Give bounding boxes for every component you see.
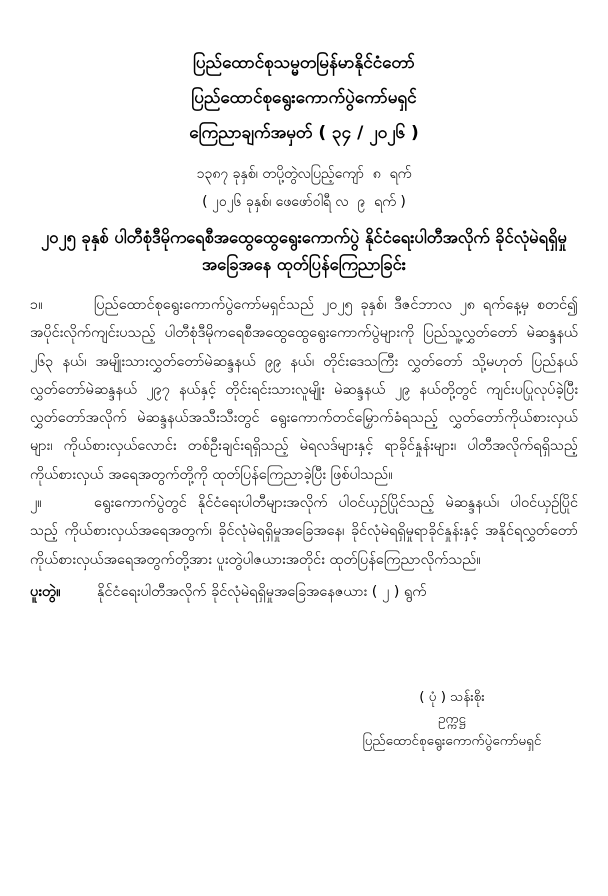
attachment-line: [30, 578, 578, 606]
signature-name: ( ပုံ ) သန်းစိုး: [419, 689, 485, 706]
document-header: [30, 46, 578, 151]
commission-name: ပြည်ထောင်စုရွေးကောက်ပွဲကော်မရှင်: [191, 88, 417, 108]
date-block: [30, 160, 578, 216]
paragraph-2: [30, 489, 578, 574]
document-title: [30, 224, 578, 278]
attachment-label: ပူးတွဲ။: [30, 583, 61, 600]
document-title-line-2: အခြေအနေ ထုတ်ပြန်ကြေညာခြင်း: [202, 255, 406, 274]
paragraph-2-text: ရွေးကောက်ပွဲတွင် နိုင်ငံရေးပါတီများအလိုက် ပါဝင်ယှဉ်ပြိုင်သည့် မဲဆန္ဒနယ်၊ ပါဝင်ယှဉ်ပြိုင်သည့် ကိုယ်စားလှယ်အရေအတွက်၊ ခိုင်လုံမဲရရှိမှုအခြေအနေ၊ ခိုင်လုံမဲရရှိမှုရာခိုင်နှုန်းနှင့် အနိုင်ရလွှတ်တော်ကိုယ်စားလှယ်အရေအတွက်တို့အား ပူးတွဲပါဇယားအတိုင်း ထုတ်ပြန်ကြေညာလိုက်သည်။: [30, 495, 578, 568]
paragraph-1: [30, 291, 578, 489]
signature-title: ဥက္ကဋ္ဌ: [437, 711, 467, 728]
signature-block: [326, 686, 578, 752]
document-body: [30, 291, 578, 606]
document-title-line-1: ၂၀၂၅ ခုနှစ် ပါတီစုံဒီမိုကရေစီအထွေထွေရွေးကောက်ပွဲ နိုင်ငံရေးပါတီအလိုက် ခိုင်လုံမဲရရှိမှု: [41, 228, 567, 247]
paragraph-1-number: ၁။: [30, 297, 43, 313]
state-title: ပြည်ထောင်စုသမ္မတမြန်မာနိုင်ငံတော်: [193, 53, 415, 73]
paragraph-2-number: ၂။: [30, 495, 42, 512]
signature-organization: ပြည်ထောင်စုရွေးကောက်ပွဲကော်မရှင်: [362, 733, 542, 750]
attachment-text: နိုင်ငံရေးပါတီအလိုက် ခိုင်လုံမဲရရှိမှုအခြေအနေဇယား ( ၂ ) ရွက်: [97, 583, 427, 600]
myanmar-calendar-date: ၁၃၈၇ ခုနှစ်၊ တပို့တွဲလပြည့်ကျော် ၈ ရက်: [196, 166, 412, 182]
paragraph-1-text: ပြည်ထောင်စုရွေးကောက်ပွဲကော်မရှင်သည် ၂၀၂၅ ခုနှစ်၊ ဒီဇင်ဘာလ ၂၈ ရက်နေ့မှ စတင်၍ အပိုင်းလိုက်ကျင်းပသည့် ပါတီစုံဒီမိုကရေစီအထွေထွေရွေးကောက်ပွဲများကို ပြည်သူ့လွှတ်တော် မဲဆန္ဒနယ် ၂၆၃ နယ်၊ အမျိုးသားလွှတ်တော်မဲဆန္ဒနယ် ၉၉ နယ်၊ တိုင်းဒေသကြီး လွှတ်တော် သို့မဟုတ် ပြည်နယ်လွှတ်တော်မဲဆန္ဒနယ် ၂၉၇ နယ်နှင့် တိုင်းရင်းသားလူမျိုး မဲဆန္ဒနယ် ၂၉ နယ်တို့တွင် ကျင်းပပြုလုပ်ခဲ့ပြီး လွှတ်တော်အလိုက် မဲဆန္ဒနယ်အသီးသီးတွင် ရွေးကောက်တင်မြှောက်ခံရသည့် လွှတ်တော်ကိုယ်စားလှယ်များ၊ ကိုယ်စားလှယ်လောင်း တစ်ဦးချင်းရရှိသည့် မဲရလဒ်များနှင့် ရာခိုင်နှုန်းများ၊ ပါတီအလိုက်ရရှိသည့် ကိုယ်စားလှယ် အရေအတွက်တို့ကို ထုတ်ပြန်ကြေညာခဲ့ပြီး ဖြစ်ပါသည်။: [30, 297, 578, 483]
gregorian-date: ( ၂၀၂၆ ခုနှစ်၊ ဖေဖော်ဝါရီ လ ၉ ရက် ): [202, 194, 406, 210]
announcement-number: ကြေညာချက်အမှတ် ( ၃၄ / ၂၀၂၆ ): [189, 123, 419, 143]
